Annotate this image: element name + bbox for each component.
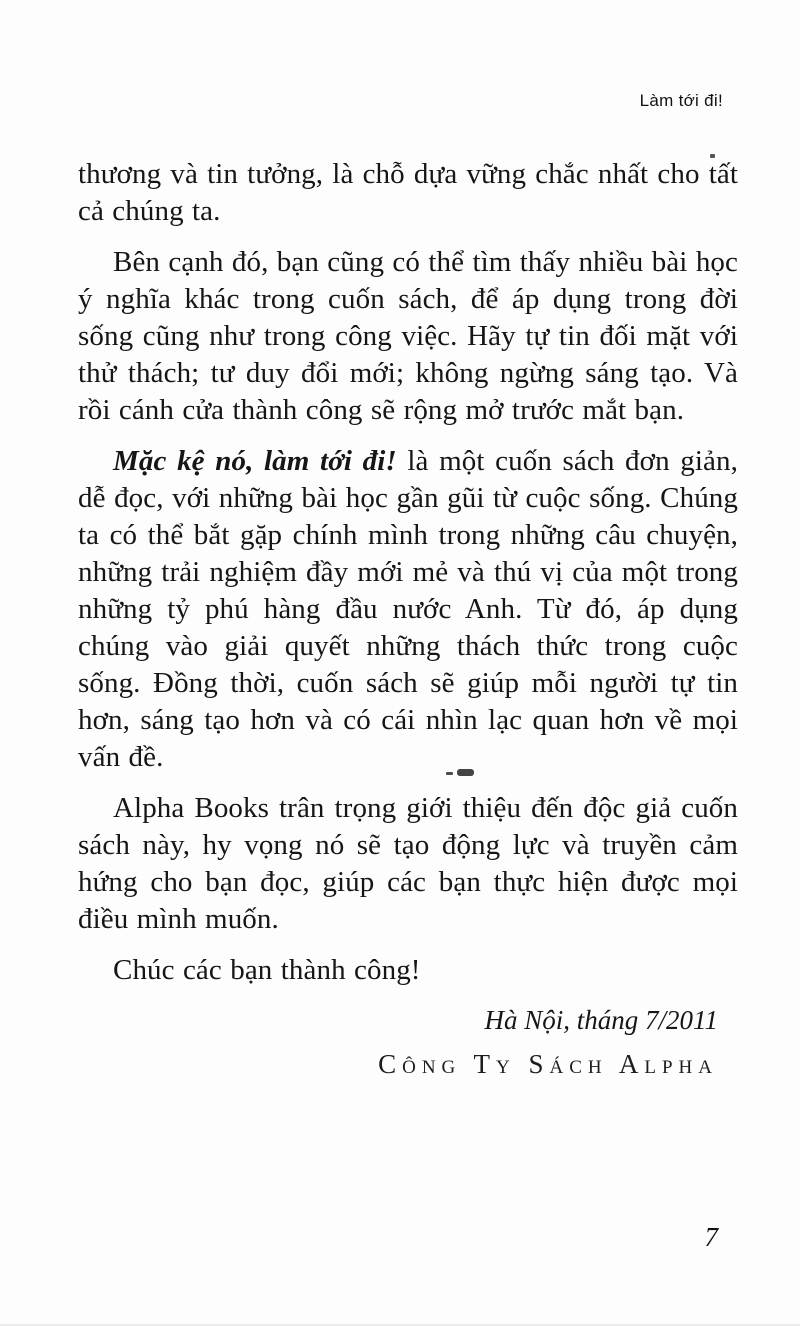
paragraph-book-description — [78, 443, 738, 776]
paragraph-lessons: Bên cạnh đó, bạn cũng có thể tìm thấy nhiều bài học ý nghĩa khác trong cuốn sách, để áp dụng trong đời sống cũng như trong công việc. Hãy tự tin đối mặt với thử thách; tư duy đổi mới; không ngừng sáng tạo. Và rồi cánh cửa thành công sẽ rộng mở trước mắt bạn. — [78, 246, 738, 426]
running-header: Làm tới đi! — [639, 91, 723, 110]
book-title-emphasis: Mặc kệ nó, làm tới đi! — [113, 445, 397, 477]
scan-artifact-blob — [457, 769, 474, 776]
page-number: 7 — [704, 1222, 718, 1252]
scan-artifact-dash — [446, 772, 453, 775]
paragraph-book-description-text: là một cuốn sách đơn giản, dễ đọc, với những bài học gần gũi từ cuộc sống. Chúng ta có thể bắt gặp chính mình trong những câu chuyện, những trải nghiệm đầy mới mẻ và thú vị của một trong những tỷ phú hàng đầu nước Anh. Từ đó, áp dụng chúng vào giải quyết những thách thức trong cuộc sống. Đồng thời, cuốn sách sẽ giúp mỗi người tự tin hơn, sáng tạo hơn và có cái nhìn lạc quan hơn về mọi vấn đề. — [78, 445, 738, 773]
paragraph-closing-wish: Chúc các bạn thành công! — [113, 954, 421, 986]
signature-place-date: Hà Nội, tháng 7/2011 — [484, 1005, 718, 1035]
scan-speck — [710, 154, 715, 158]
paragraph-continuation: thương và tin tưởng, là chỗ dựa vững chắc nhất cho tất cả chúng ta. — [78, 158, 738, 227]
page-body-text — [78, 156, 738, 989]
signature-organization: Công Ty Sách Alpha — [378, 1049, 718, 1079]
paragraph-publisher-note: Alpha Books trân trọng giới thiệu đến độc giả cuốn sách này, hy vọng nó sẽ tạo động lực và truyền cảm hứng cho bạn đọc, giúp các bạn thực hiện được mọi điều mình muốn. — [78, 792, 738, 935]
signature-block — [78, 1003, 718, 1081]
